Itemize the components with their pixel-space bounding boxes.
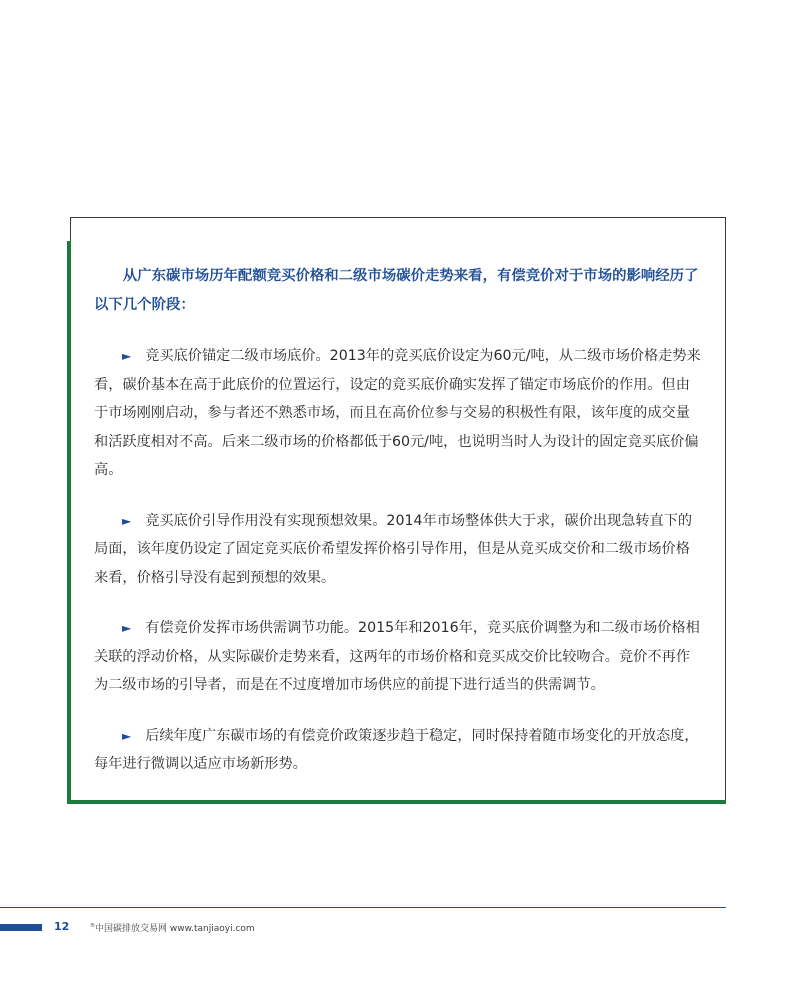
footer-bar — [0, 924, 42, 931]
stage-text-1: 竞买底价锚定二级市场底价。2013年的竞买底价设定为60元/吨，从二级市场价格走势来看，碳价基本在高于此底价的位置运行，设定的竞买底价确实发挥了锚定市场底价的作用。但由于市场刚刚启动，参与者还不熟悉市场，而且在高价位参与交易的积极性有限，该年度的成交量和活跃度相对不高。后来二级市场的价格都低于60元/吨，也说明当时人为设计的固定竞买底价偏高。 — [94, 348, 701, 478]
box-accent-left — [67, 241, 71, 804]
bullet-icon: ► — [122, 728, 132, 743]
stage-text-2: 竞买底价引导作用没有实现预想效果。2014年市场整体供大于求，碳价出现急转直下的局面，该年度仍设定了固定竞买底价希望发挥价格引导作用，但是从竞买成交价和二级市场价格来看，价格引导没有起到预想的效果。 — [94, 512, 693, 586]
footer-site-text: 中国碳排放交易网 www.tanjiaoyi.com — [95, 924, 255, 934]
stage-text-4: 后续年度广东碳市场的有偿竞价政策逐步趋于稳定，同时保持着随市场变化的开放态度，每年进行微调以适应市场新形势。 — [94, 727, 699, 772]
stage-paragraph-3 — [94, 614, 702, 700]
footer-rule — [0, 907, 726, 908]
box-accent-bottom — [67, 800, 726, 804]
page-number: 12 — [54, 920, 70, 933]
bullet-icon: ► — [122, 513, 132, 528]
bullet-icon: ► — [122, 349, 132, 363]
registered-mark: ® — [90, 923, 95, 929]
stage-paragraph-1 — [94, 342, 702, 485]
intro-paragraph: 从广东碳市场历年配额竞买价格和二级市场碳价走势来看，有偿竞价对于市场的影响经历了以下几个阶段： — [94, 268, 699, 313]
stage-text-3: 有偿竞价发挥市场供需调节功能。2015年和2016年，竞买底价调整为和二级市场价格相关联的浮动价格，从实际碳价走势来看，这两年的市场价格和竞买成交价比较吻合。竞价不再作为二级市场的引导者，而是在不过度增加市场供应的前提下进行适当的供需调节。 — [94, 620, 700, 693]
bullet-icon: ► — [122, 621, 132, 635]
footer-site — [90, 921, 255, 934]
stage-paragraph-4 — [94, 722, 702, 779]
stage-paragraph-2 — [94, 507, 702, 593]
content — [94, 262, 702, 801]
